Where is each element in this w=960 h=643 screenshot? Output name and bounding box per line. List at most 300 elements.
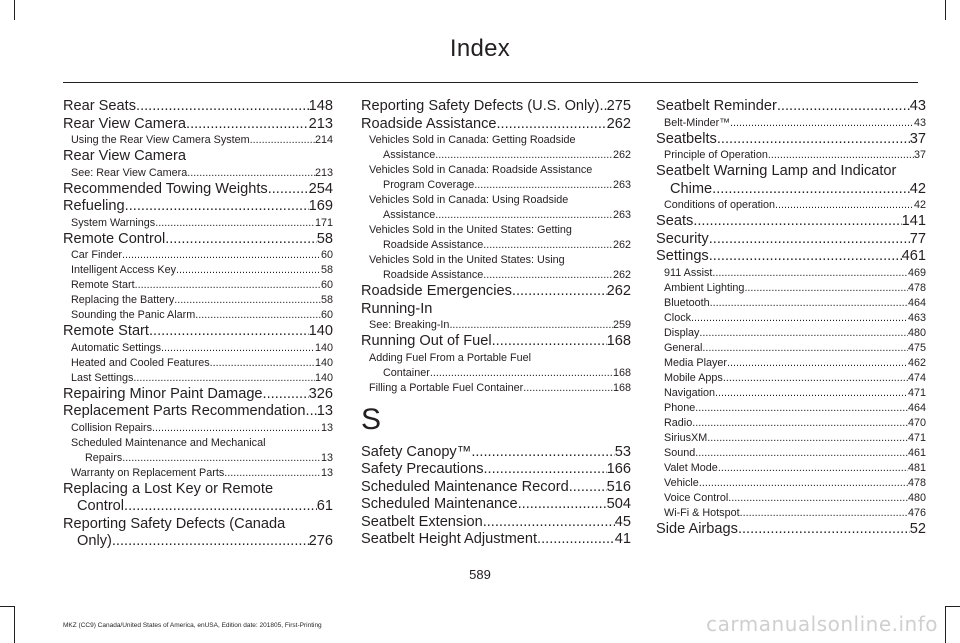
entry-page-number: 463 <box>907 311 926 324</box>
page-title: Index <box>449 35 511 62</box>
index-subentry[interactable] <box>63 166 333 181</box>
index-subentry[interactable] <box>63 133 333 148</box>
entry-page-number: 262 <box>606 115 631 132</box>
dot-leader <box>430 366 613 381</box>
index-entry[interactable] <box>361 333 631 351</box>
entry-page-number: 60 <box>320 249 333 261</box>
dot-leader <box>699 476 908 491</box>
entry-label: Warranty on Replacement Parts <box>71 466 225 479</box>
entry-label: Wi-Fi & Hotspot <box>664 506 740 519</box>
entry-page-number: 461 <box>901 248 926 264</box>
entry-label: Control <box>77 498 125 514</box>
dot-leader <box>728 491 908 506</box>
dot-leader <box>155 216 315 231</box>
dot-leader <box>124 498 317 516</box>
entry-page-number: 326 <box>308 385 333 402</box>
index-subentry[interactable] <box>656 416 926 431</box>
index-entry[interactable] <box>656 98 926 116</box>
entry-page-number: 213 <box>308 115 333 132</box>
entry-page-number: 478 <box>907 476 926 489</box>
dot-leader <box>122 451 321 466</box>
dot-leader <box>186 116 309 134</box>
entry-page-number: 504 <box>606 496 631 512</box>
dot-leader <box>523 381 613 396</box>
entry-label: Assistance <box>383 209 436 221</box>
dot-leader <box>727 356 908 371</box>
index-subentry[interactable] <box>656 148 926 163</box>
dot-leader <box>483 238 613 253</box>
dot-leader <box>695 401 908 416</box>
entry-page-number: 41 <box>614 531 631 547</box>
entry-page-number: 263 <box>612 209 631 221</box>
index-entry[interactable] <box>361 98 631 116</box>
entry-page-number: 13 <box>320 451 333 464</box>
entry-label: Heated and Cooled Features <box>71 356 210 369</box>
index-entry[interactable] <box>361 496 631 514</box>
entry-page-number: 169 <box>308 198 333 214</box>
index-subentry[interactable] <box>656 401 926 416</box>
entry-label: Seatbelt Extension <box>361 513 483 530</box>
entry-label: Filling a Portable Fuel Container <box>369 381 524 394</box>
dot-leader <box>718 461 908 476</box>
entry-label: Program Coverage <box>383 179 475 191</box>
entry-label: Only) <box>77 533 112 549</box>
entry-label: General <box>664 341 703 354</box>
entry-label: Display <box>664 326 700 339</box>
entry-label: 911 Assist <box>664 266 713 279</box>
dot-leader <box>599 98 606 116</box>
dot-leader <box>518 496 607 514</box>
entry-page-number: 168 <box>612 366 631 379</box>
entry-page-number: 476 <box>907 506 926 519</box>
entry-page-number: 276 <box>308 533 333 549</box>
index-subentry[interactable] <box>63 248 333 263</box>
entry-label: Sounding the Panic Alarm <box>71 309 196 321</box>
index-entry[interactable] <box>656 181 926 199</box>
dot-leader <box>768 148 914 163</box>
crop-mark-bottom-left-v <box>14 606 15 643</box>
entry-page-number: 516 <box>606 478 631 495</box>
dot-leader <box>709 248 902 266</box>
entry-label: Roadside Assistance <box>383 269 484 281</box>
dot-leader <box>707 431 908 446</box>
entry-page-number: 45 <box>614 513 631 530</box>
index-entry[interactable] <box>656 231 926 249</box>
index-entry[interactable] <box>63 181 333 199</box>
entry-page-number: 254 <box>308 180 333 197</box>
entry-page-number: 214 <box>314 134 333 146</box>
entry-label: See: Breaking-In <box>369 319 450 331</box>
entry-page-number: 471 <box>907 386 926 399</box>
dot-leader <box>740 506 908 521</box>
dot-leader <box>537 531 615 549</box>
entry-label: Bluetooth <box>664 296 710 309</box>
dot-leader <box>125 198 309 216</box>
index-entry[interactable] <box>63 98 333 116</box>
index-entry[interactable] <box>361 514 631 532</box>
dot-leader <box>777 98 910 116</box>
dot-leader <box>306 403 317 421</box>
entry-page-number: 262 <box>606 283 631 299</box>
entry-label: Mobile Apps <box>664 371 723 384</box>
index-subentry[interactable] <box>656 341 926 356</box>
entry-label: Security <box>656 230 709 247</box>
dot-leader <box>695 446 908 461</box>
dot-leader <box>112 533 309 551</box>
dot-leader <box>474 178 613 193</box>
index-subentry[interactable] <box>656 281 926 296</box>
entry-page-number: 262 <box>612 269 631 281</box>
entry-page-number: 263 <box>612 179 631 191</box>
entry-label: Car Finder <box>71 249 123 261</box>
index-entry-heading: Reporting Safety Defects (Canada <box>63 515 286 532</box>
entry-page-number: 213 <box>314 166 333 179</box>
index-entry[interactable] <box>361 444 631 462</box>
dot-leader <box>712 266 908 281</box>
entry-label: Safety Canopy™ <box>361 443 472 460</box>
dot-leader <box>122 248 321 263</box>
entry-page-number: 461 <box>907 446 926 459</box>
entry-label: Ambient Lighting <box>664 281 745 294</box>
dot-leader <box>709 231 910 249</box>
index-subentry[interactable] <box>656 461 926 476</box>
entry-page-number: 13 <box>320 466 333 479</box>
index-entry[interactable] <box>656 213 926 231</box>
entry-label: Seatbelts <box>656 130 717 147</box>
entry-label: Collision Repairs <box>71 421 153 434</box>
entry-page-number: 464 <box>907 296 926 309</box>
index-subentry[interactable] <box>656 431 926 446</box>
entry-label: Rear View Camera <box>63 115 187 132</box>
index-entry[interactable] <box>63 323 333 341</box>
entry-label: Settings <box>656 248 709 264</box>
index-subentry[interactable] <box>656 326 926 341</box>
dot-leader <box>263 386 309 404</box>
dot-leader <box>744 281 908 296</box>
entry-page-number: 43 <box>909 98 926 114</box>
index-subentry-heading: Vehicles Sold in Canada: Getting Roadside <box>369 134 576 146</box>
index-entry[interactable] <box>361 531 631 549</box>
index-subentry[interactable] <box>656 266 926 281</box>
index-subentry-heading: Scheduled Maintenance and Mechanical <box>71 436 266 449</box>
index-entry-heading: Running-In <box>361 300 433 317</box>
index-entry[interactable] <box>656 521 926 539</box>
entry-page-number: 275 <box>606 98 631 114</box>
entry-label: Media Player <box>664 356 728 369</box>
dot-leader <box>136 98 309 116</box>
index-entry[interactable] <box>63 198 333 216</box>
dot-leader <box>492 333 607 351</box>
index-subentry[interactable] <box>63 263 333 278</box>
entry-page-number: 140 <box>314 356 333 369</box>
entry-label: Remote Control <box>63 230 166 247</box>
index-column-2 <box>361 98 631 549</box>
entry-page-number: 480 <box>907 491 926 504</box>
entry-page-number: 140 <box>308 323 333 339</box>
index-subentry[interactable] <box>361 318 631 333</box>
entry-page-number: 470 <box>907 416 926 429</box>
entry-label: Repairing Minor Paint Damage <box>63 385 263 402</box>
index-subentry-heading: Adding Fuel From a Portable Fuel <box>369 351 532 364</box>
index-entry[interactable] <box>361 479 631 497</box>
dot-leader <box>176 263 321 278</box>
index-entry-heading: Seatbelt Warning Lamp and Indicator <box>656 163 897 179</box>
index-subentry[interactable] <box>361 366 631 381</box>
index-subentry[interactable] <box>63 371 333 386</box>
dot-leader <box>435 148 613 163</box>
dot-leader <box>449 318 613 333</box>
index-entry-heading: Replacing a Lost Key or Remote <box>63 480 274 497</box>
entry-label: Assistance <box>383 149 436 161</box>
entry-label: Using the Rear View Camera System <box>71 134 250 146</box>
entry-label: Navigation <box>664 386 716 399</box>
entry-label: Roadside Assistance <box>383 239 484 251</box>
index-subentry[interactable] <box>63 278 333 293</box>
index-entry[interactable] <box>656 248 926 266</box>
index-subentry[interactable] <box>63 451 333 466</box>
dot-leader <box>693 213 901 231</box>
crop-mark-bottom-left-h <box>0 606 14 607</box>
section-letter: S <box>361 402 382 436</box>
entry-label: Roadside Assistance <box>361 115 497 132</box>
index-subentry[interactable] <box>63 341 333 356</box>
dot-leader <box>187 166 315 181</box>
dot-leader <box>569 479 607 497</box>
index-subentry[interactable] <box>656 371 926 386</box>
crop-mark-bottom-right-h <box>946 606 960 607</box>
dot-leader <box>512 283 607 301</box>
dot-leader <box>715 386 908 401</box>
entry-label: Rear Seats <box>63 98 137 114</box>
index-subentry[interactable] <box>361 381 631 396</box>
index-entry[interactable] <box>63 498 333 516</box>
index-subentry[interactable] <box>656 356 926 371</box>
entry-page-number: 58 <box>316 230 333 247</box>
index-entry[interactable] <box>63 403 333 421</box>
index-subentry-heading: Vehicles Sold in Canada: Roadside Assistance <box>369 164 593 176</box>
dot-leader <box>152 421 321 436</box>
entry-page-number: 140 <box>314 341 333 354</box>
entry-label: Seatbelt Reminder <box>656 98 777 114</box>
index-subentry[interactable] <box>63 466 333 481</box>
entry-page-number: 141 <box>901 213 926 229</box>
entry-page-number: 13 <box>320 421 333 434</box>
dot-leader <box>710 296 908 311</box>
entry-label: Sound <box>664 446 696 459</box>
index-subentry[interactable] <box>63 293 333 308</box>
entry-page-number: 140 <box>314 371 333 384</box>
dot-leader <box>149 323 309 341</box>
entry-page-number: 42 <box>909 180 926 197</box>
index-subentry[interactable] <box>63 356 333 371</box>
entry-page-number: 475 <box>907 341 926 354</box>
index-entry[interactable] <box>63 116 333 134</box>
entry-page-number: 52 <box>909 520 926 537</box>
entry-page-number: 60 <box>320 279 333 291</box>
entry-label: Belt-Minder™ <box>664 116 730 129</box>
entry-label: Radio <box>664 416 693 429</box>
index-subentry-heading: Vehicles Sold in the United States: Getting <box>369 224 572 236</box>
index-subentry[interactable] <box>656 311 926 326</box>
dot-leader <box>702 341 908 356</box>
entry-page-number: 262 <box>612 149 631 161</box>
dot-leader <box>691 311 908 326</box>
entry-label: Clock <box>664 311 691 324</box>
entry-page-number: 469 <box>907 266 926 279</box>
crop-mark-bottom-right-v <box>945 606 946 643</box>
index-subentry-heading: Vehicles Sold in Canada: Using Roadside <box>369 194 569 206</box>
entry-label: Remote Start <box>63 323 149 339</box>
dot-leader <box>692 416 908 431</box>
entry-label: Repairs <box>85 451 123 464</box>
index-subentry[interactable] <box>656 386 926 401</box>
entry-page-number: 148 <box>308 98 333 114</box>
index-subentry[interactable] <box>656 506 926 521</box>
entry-page-number: 474 <box>907 371 926 384</box>
index-entry[interactable] <box>656 131 926 149</box>
index-column-1 <box>63 98 333 551</box>
entry-label: Container <box>383 366 430 379</box>
entry-label: Automatic Settings <box>71 341 162 354</box>
dot-leader <box>224 466 321 481</box>
entry-label: System Warnings <box>71 216 156 229</box>
entry-label: Scheduled Maintenance <box>361 496 518 512</box>
index-subentry[interactable] <box>656 491 926 506</box>
entry-page-number: 37 <box>913 149 926 161</box>
dot-leader <box>484 461 607 479</box>
page-number: 589 <box>469 567 491 582</box>
watermark: carmanualsonline.info <box>706 612 938 636</box>
index-subentry[interactable] <box>361 148 631 163</box>
entry-label: Seatbelt Height Adjustment <box>361 531 538 547</box>
index-subentry[interactable] <box>63 308 333 323</box>
entry-label: Side Airbags <box>656 520 738 537</box>
dot-leader <box>712 181 910 199</box>
index-entry-heading: Rear View Camera <box>63 148 187 164</box>
index-column-3 <box>656 98 926 538</box>
entry-label: Chime <box>670 180 713 197</box>
index-entry[interactable] <box>361 461 631 479</box>
dot-leader <box>483 268 613 283</box>
entry-page-number: 60 <box>320 309 333 321</box>
entry-page-number: 480 <box>907 326 926 339</box>
entry-label: Remote Start <box>71 279 135 291</box>
dot-leader <box>483 514 615 532</box>
entry-label: Running Out of Fuel <box>361 333 492 349</box>
dot-leader <box>730 116 914 131</box>
title-rule <box>63 82 918 83</box>
entry-label: See: Rear View Camera <box>71 166 188 179</box>
entry-page-number: 77 <box>909 230 926 247</box>
dot-leader <box>195 308 321 323</box>
index-subentry[interactable] <box>656 116 926 131</box>
index-subentry[interactable] <box>361 238 631 253</box>
index-subentry-heading: Vehicles Sold in the United States: Using <box>369 254 565 266</box>
entry-page-number: 53 <box>614 443 631 460</box>
entry-label: Scheduled Maintenance Record <box>361 478 569 495</box>
entry-label: Recommended Towing Weights <box>63 180 268 197</box>
index-entry[interactable] <box>63 386 333 404</box>
dot-leader <box>174 293 321 308</box>
index-entry[interactable] <box>63 533 333 551</box>
entry-label: SiriusXM <box>664 431 708 444</box>
dot-leader <box>699 326 908 341</box>
index-subentry[interactable] <box>361 208 631 223</box>
entry-label: Principle of Operation <box>664 149 768 161</box>
entry-page-number: 37 <box>909 130 926 147</box>
entry-page-number: 171 <box>314 216 333 229</box>
entry-page-number: 462 <box>907 356 926 369</box>
index-subentry[interactable] <box>63 216 333 231</box>
index-subentry[interactable] <box>361 178 631 193</box>
entry-page-number: 168 <box>612 381 631 394</box>
index-entry[interactable] <box>361 116 631 134</box>
dot-leader <box>723 371 908 386</box>
index-entry[interactable] <box>361 283 631 301</box>
entry-page-number: 262 <box>612 239 631 251</box>
entry-label: Phone <box>664 401 696 414</box>
footer-edition: MKZ (CC9) Canada/United States of America, enUSA, Edition date: 201805, First-Printing <box>63 622 322 629</box>
index-subentry[interactable] <box>361 268 631 283</box>
dot-leader <box>717 131 910 149</box>
entry-label: Reporting Safety Defects (U.S. Only) <box>361 98 600 114</box>
entry-page-number: 58 <box>320 264 333 276</box>
entry-page-number: 478 <box>907 281 926 294</box>
entry-page-number: 42 <box>913 199 926 211</box>
entry-label: Replacing the Battery <box>71 294 175 306</box>
entry-label: Replacement Parts Recommendation <box>63 403 306 419</box>
entry-label: Refueling <box>63 198 125 214</box>
entry-label: Voice Control <box>664 491 729 504</box>
entry-page-number: 166 <box>606 461 631 477</box>
entry-label: Intelligent Access Key <box>71 264 177 276</box>
dot-leader <box>165 231 317 249</box>
crop-mark-top-left-v <box>14 0 15 20</box>
entry-label: Roadside Emergencies <box>361 283 512 299</box>
entry-label: Conditions of operation <box>664 199 776 211</box>
dot-leader <box>775 198 914 213</box>
dot-leader <box>135 278 321 293</box>
entry-page-number: 471 <box>907 431 926 444</box>
dot-leader <box>133 371 315 386</box>
index-subentry[interactable] <box>656 476 926 491</box>
entry-page-number: 43 <box>913 116 926 129</box>
dot-leader <box>250 133 315 148</box>
index-entry[interactable] <box>63 231 333 249</box>
entry-label: Vehicle <box>664 476 699 489</box>
index-subentry[interactable] <box>656 446 926 461</box>
dot-leader <box>268 181 309 199</box>
entry-page-number: 61 <box>316 498 333 514</box>
dot-leader <box>161 341 315 356</box>
entry-label: Valet Mode <box>664 461 718 474</box>
entry-label: Last Settings <box>71 371 134 384</box>
entry-page-number: 13 <box>316 403 333 419</box>
entry-page-number: 481 <box>907 461 926 474</box>
dot-leader <box>496 116 606 134</box>
dot-leader <box>435 208 613 223</box>
index-subentry[interactable] <box>63 421 333 436</box>
entry-page-number: 58 <box>320 294 333 306</box>
crop-mark-top-right-v <box>945 0 946 20</box>
index-subentry[interactable] <box>656 198 926 213</box>
entry-page-number: 168 <box>606 333 631 349</box>
index-subentry[interactable] <box>656 296 926 311</box>
entry-page-number: 259 <box>612 319 631 331</box>
entry-label: Safety Precautions <box>361 461 484 477</box>
entry-label: Seats <box>656 213 694 229</box>
entry-page-number: 464 <box>907 401 926 414</box>
